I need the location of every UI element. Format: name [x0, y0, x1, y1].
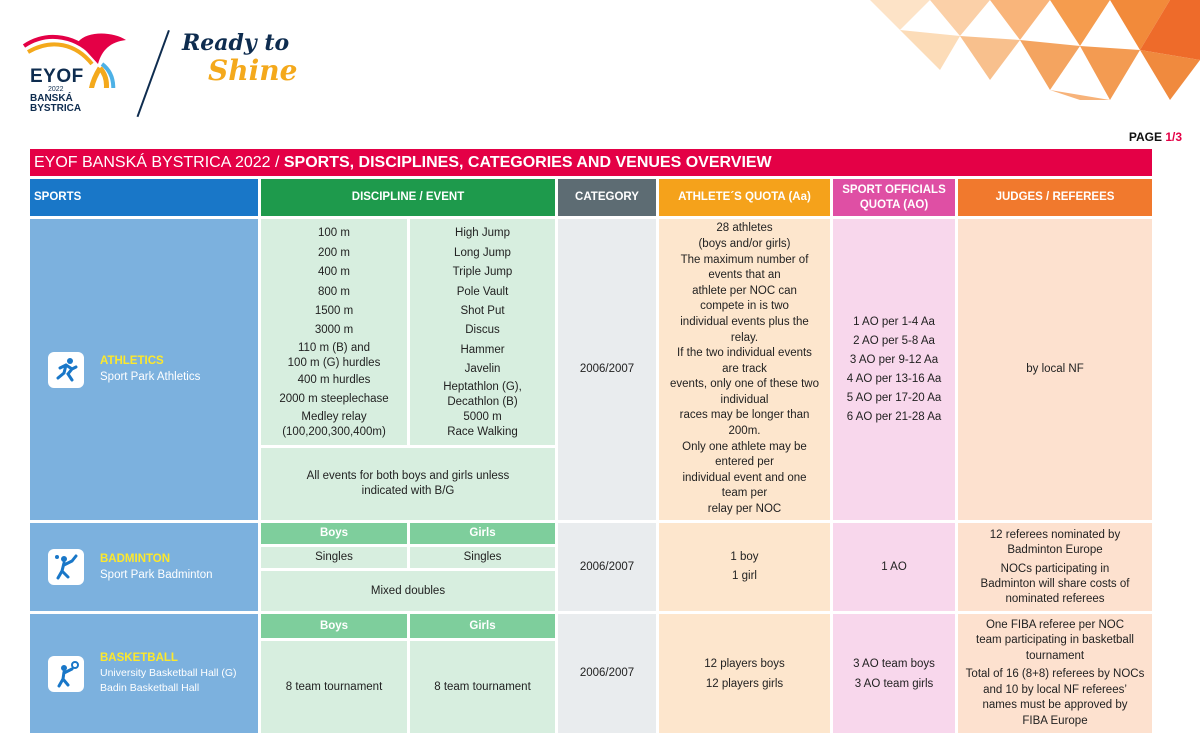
sport-venue-1: University Basketball Hall (G) [100, 667, 237, 679]
sport-cell-basketball [30, 614, 258, 733]
officials-basketball: 3 AO team boys 3 AO team girls [833, 614, 955, 733]
category-badminton: 2006/2007 [558, 523, 656, 611]
track-events: 100 m 200 m 400 m 800 m 1500 m 3000 m 110 m (B) and 100 m (G) hurdles 400 m hurdles 2000 m steeplechase Medley relay (100,200,300,400m) [261, 219, 407, 445]
field-events: High Jump Long Jump Triple Jump Pole Vault Shot Put Discus Hammer Javelin Heptathlon (G), Decathlon (B) 5000 m Race Walking [410, 219, 555, 445]
basketball-player-icon [48, 656, 84, 692]
logo-year: 2022 [48, 86, 64, 93]
slogan-ready: Ready to [182, 30, 290, 56]
basketball-girls-event: 8 team tournament [410, 641, 555, 733]
sport-venue: Sport Park Badminton [100, 568, 213, 581]
logo-divider [137, 30, 170, 117]
sport-name: BASKETBALL [100, 652, 178, 664]
category-athletics: 2006/2007 [558, 219, 656, 520]
sport-name: BADMINTON [100, 552, 171, 565]
header-athlete-quota: ATHLETE´S QUOTA (Aa) [659, 179, 830, 216]
header-officials-quota: SPORT OFFICIALS QUOTA (AO) [833, 179, 955, 216]
sport-name: ATHLETICS [100, 355, 164, 367]
header-discipline: DISCIPLINE / EVENT [261, 179, 555, 216]
page-indicator: PAGE 1/3 [1128, 130, 1182, 144]
basketball-boys-event: 8 team tournament [261, 641, 407, 733]
athletics-note: All events for both boys and girls unless indicated with B/G [261, 448, 555, 520]
badminton-boys-header: Boys [261, 523, 407, 544]
officials-badminton: 1 AO [833, 523, 955, 611]
header-category: CATEGORY [558, 179, 656, 216]
page-title: EYOF BANSKÁ BYSTRICA 2022 / SPORTS, DISCIPLINES, CATEGORIES AND VENUES OVERVIEW [30, 149, 1152, 176]
badminton-girls-header: Girls [410, 523, 555, 544]
sport-venue: Sport Park Athletics [100, 371, 201, 383]
logo-city: BANSKÁ BYSTRICA [30, 93, 82, 114]
eyof-logo [18, 28, 138, 120]
header-sports: SPORTS [30, 179, 258, 216]
slogan-shine: Shine [208, 54, 298, 87]
judges-basketball: One FIBA referee per NOC team participating in basketball tournament Total of 16 (8+8) referees by NOCs and 10 by local NF referees’ names must be approved by FIBA Europe [958, 614, 1152, 733]
badminton-boys-event: Singles [261, 547, 407, 568]
officials-athletics: 1 AO per 1-4 Aa 2 AO per 5-8 Aa 3 AO per 9-12 Aa 4 AO per 13-16 Aa 5 AO per 17-20 Aa 6 AO per 21-28 Aa [833, 219, 955, 520]
sport-cell-badminton [30, 523, 258, 611]
quota-badminton: 1 boy 1 girl [659, 523, 830, 611]
sport-cell-athletics [30, 219, 258, 520]
quota-athletics: 28 athletes (boys and/or girls) The maximum number of events that an athlete per NOC can compete in is two individual events plus the relay. If the two individual events are track events, only one of these two individual races may be longer than 200m. Only one athlete may be entered per individual event and one team per relay per NOC [659, 219, 830, 520]
quota-basketball: 12 players boys 12 players girls [659, 614, 830, 733]
judges-badminton: 12 referees nominated by Badminton Europe NOCs participating in Badminton will share costs of nominated referees [958, 523, 1152, 611]
decorative-triangles [870, 0, 1200, 100]
badminton-mixed-event: Mixed doubles [261, 571, 555, 611]
header-judges: JUDGES / REFEREES [958, 179, 1152, 216]
category-basketball: 2006/2007 [558, 614, 656, 733]
page-header [0, 0, 1200, 140]
badminton-player-icon [48, 549, 84, 585]
judges-athletics: by local NF [958, 219, 1152, 520]
badminton-girls-event: Singles [410, 547, 555, 568]
eyof-wordmark: EYOF [30, 66, 84, 87]
basketball-girls-header: Girls [410, 614, 555, 638]
runner-icon [48, 352, 84, 388]
basketball-boys-header: Boys [261, 614, 407, 638]
sport-venue-2: Badin Basketball Hall [100, 682, 200, 694]
